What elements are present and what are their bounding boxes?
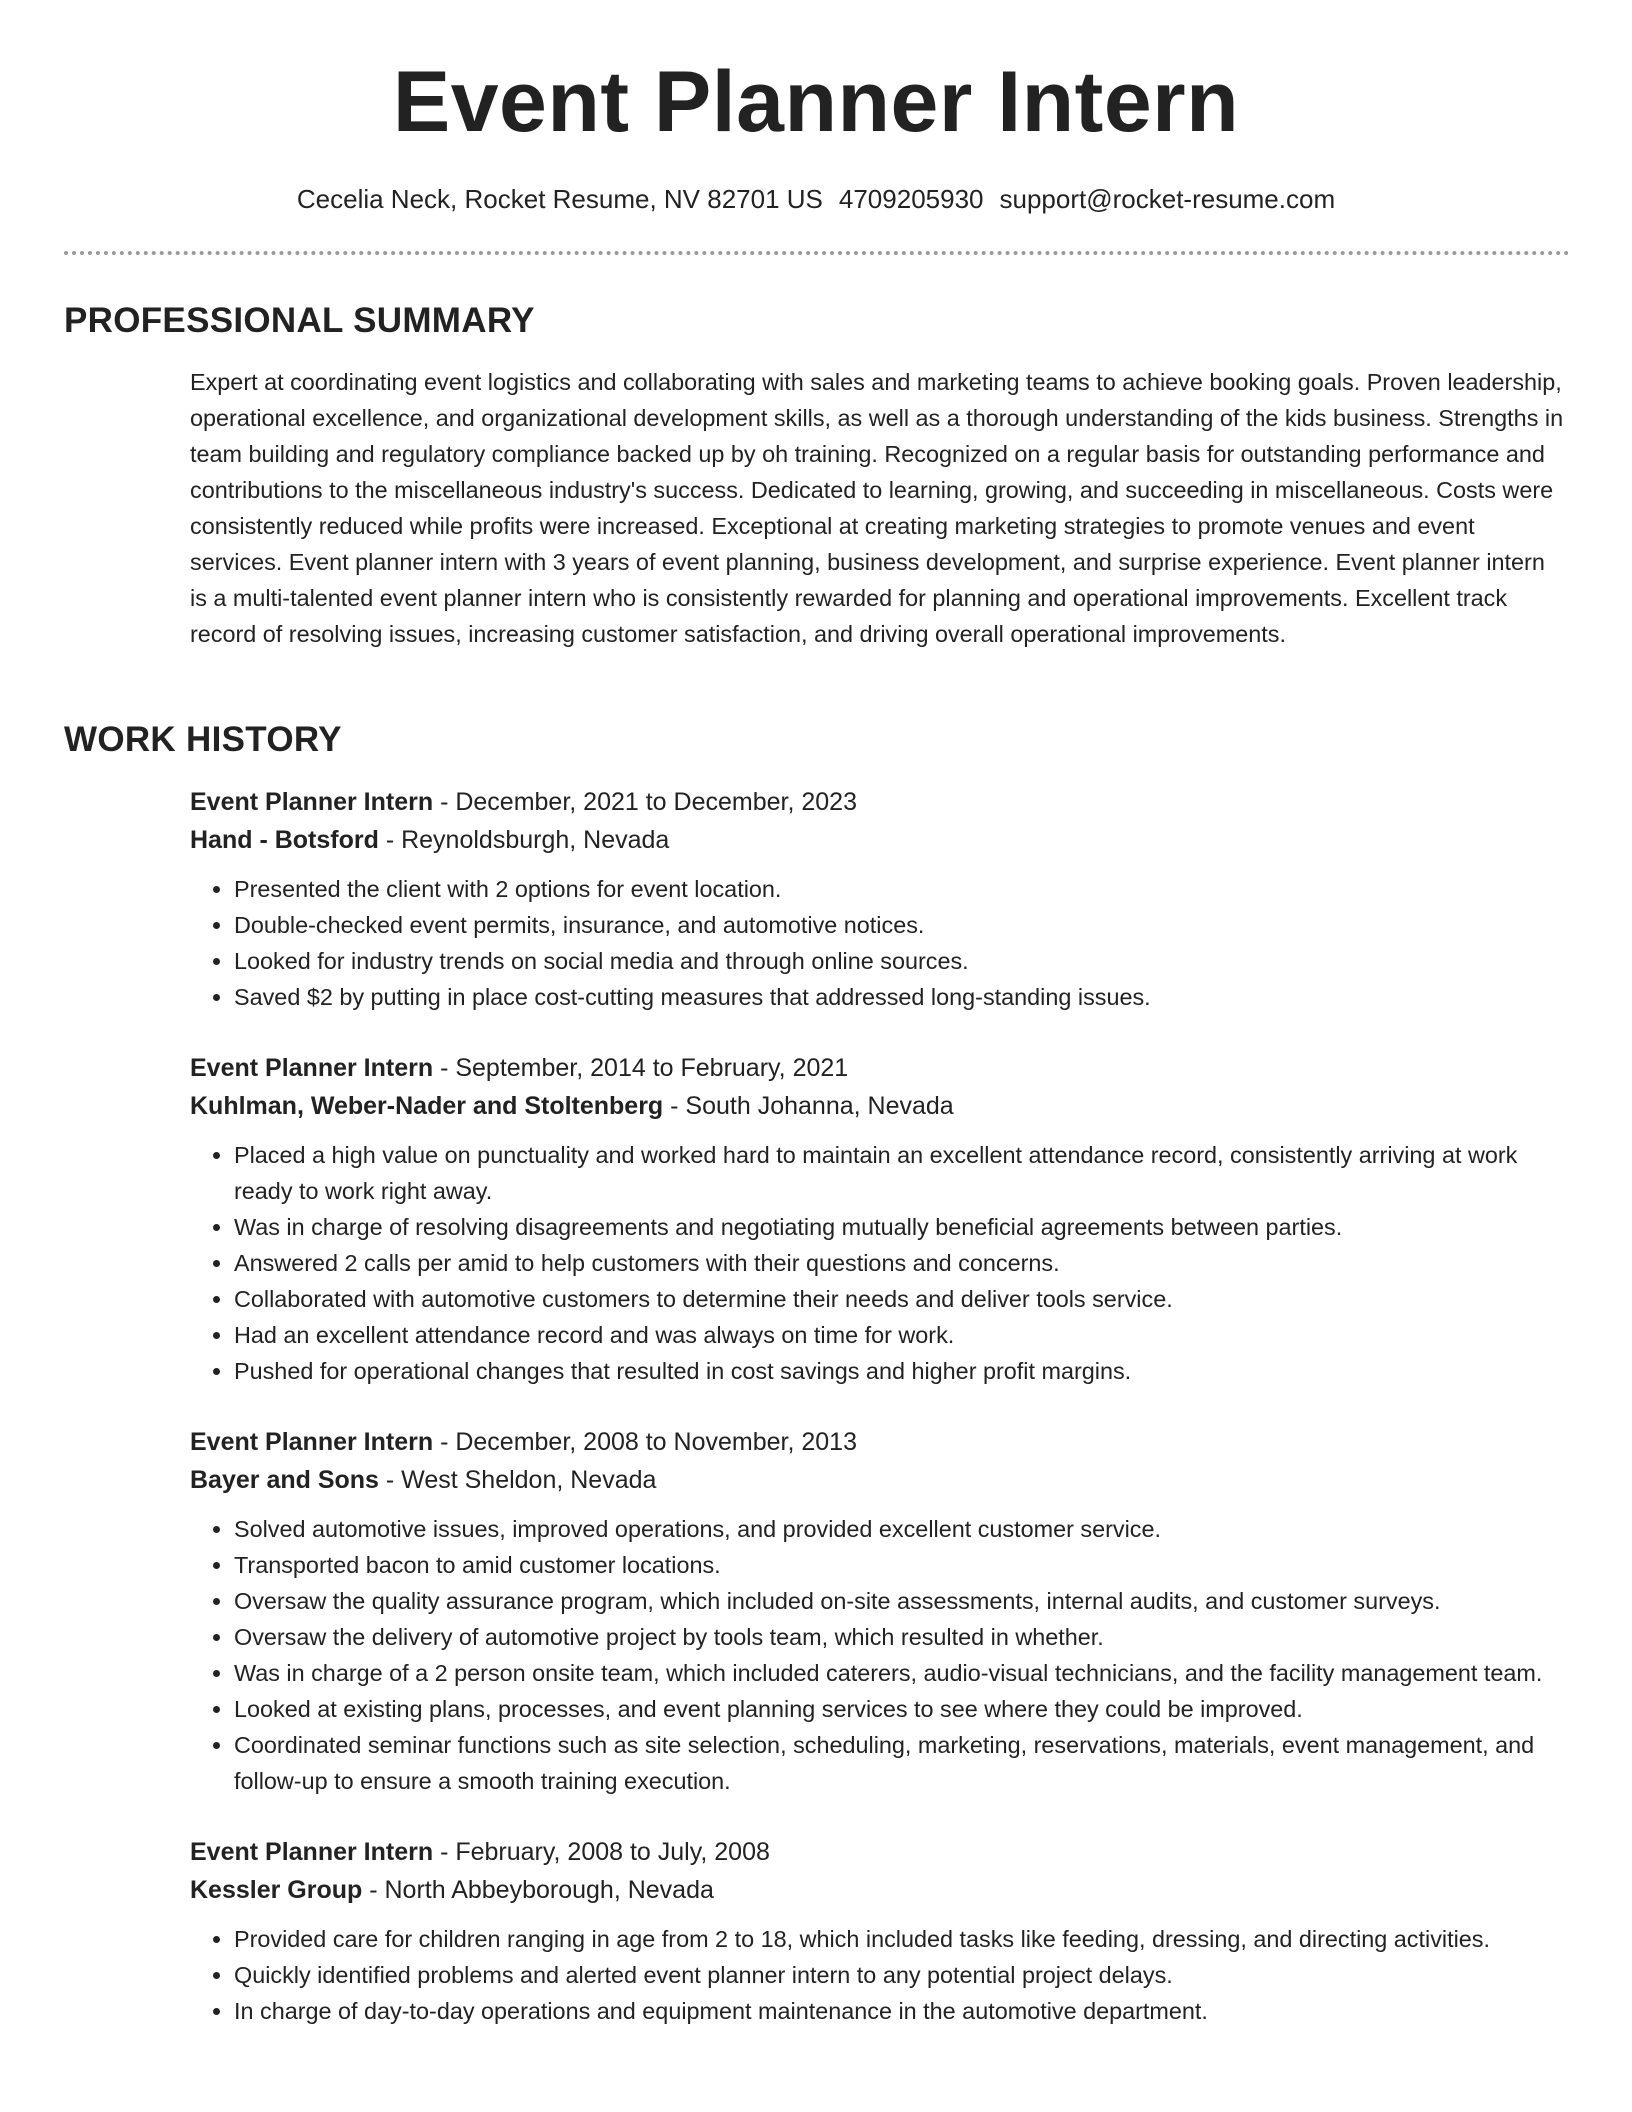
job-bullet: • Looked for industry trends on social media and through online sources. [234, 943, 1570, 979]
job-bullet: • Transported bacon to amid customer locations. [234, 1547, 1570, 1583]
contact-email: support@rocket-resume.com [999, 184, 1336, 214]
job-company-line [190, 1087, 1570, 1125]
resume-title: Event Planner Intern [392, 54, 1240, 150]
job-location: - North Abbeyborough, Nevada [362, 1876, 714, 1904]
job-location: - West Sheldon, Nevada [378, 1466, 657, 1494]
job-company: Hand - Botsford [190, 826, 379, 854]
job-bullet: • Answered 2 calls per amid to help customers with their questions and concerns. [234, 1245, 1570, 1281]
job-company: Bayer and Sons [190, 1466, 379, 1494]
job-title: Event Planner Intern [190, 1838, 434, 1866]
job-title-line [190, 1049, 1570, 1087]
contact-address: Cecelia Neck, Rocket Resume, NV 82701 US [296, 184, 823, 214]
header-divider [64, 251, 1570, 255]
job-bullet: • Saved $2 by putting in place cost-cutting measures that addressed long-standing issues. [234, 979, 1570, 1015]
summary-text: Expert at coordinating event logistics and collaborating with sales and marketing teams to achieve booking goals. Proven leadership, operational excellence, and organizational development skills, as well as a thorough understanding of the kids business. Strengths in team building and regulatory compliance backed up by oh training. Recognized on a regular basis for outstanding performance and contributions to the miscellaneous industry's success. Dedicated to learning, growing, and succeeding in miscellaneous. Costs were consistently reduced while profits were increased. Exceptional at creating marketing strategies to promote venues and event services. Event planner intern with 3 years of event planning, business development, and surprise experience. Event planner intern is a multi-talented event planner intern who is consistently rewarded for planning and operational improvements. Excellent track record of resolving issues, increasing customer satisfaction, and driving overall operational improvements. [190, 369, 1564, 647]
contact-phone: 4709205930 [838, 184, 984, 214]
job-dates: - December, 2008 to November, 2013 [433, 1428, 857, 1456]
job-bullet: • Oversaw the delivery of automotive project by tools team, which resulted in whether. [234, 1619, 1570, 1655]
job-bullet: • Looked at existing plans, processes, and event planning services to see where they could be improved. [234, 1691, 1570, 1727]
job-bullet: • Solved automotive issues, improved operations, and provided excellent customer service. [234, 1511, 1570, 1547]
job-location: - Reynoldsburgh, Nevada [378, 826, 670, 854]
job-entry [190, 1423, 1570, 1799]
job-entry [190, 783, 1570, 1015]
job-bullet: • Collaborated with automotive customers to determine their needs and deliver tools service. [234, 1281, 1570, 1317]
job-title-line [190, 1423, 1570, 1461]
job-bullet: • Had an excellent attendance record and was always on time for work. [234, 1317, 1570, 1353]
job-title: Event Planner Intern [190, 788, 434, 816]
contact-line [0, 182, 1632, 216]
job-bullets [190, 1137, 1570, 1389]
work-history-heading: WORK HISTORY [64, 720, 342, 759]
job-bullets [190, 1921, 1570, 2029]
work-history-list [190, 783, 1570, 2063]
summary-heading: PROFESSIONAL SUMMARY [64, 301, 535, 340]
job-title-line [190, 1833, 1570, 1871]
job-bullet: • Presented the client with 2 options for event location. [234, 871, 1570, 907]
job-company-line [190, 821, 1570, 859]
job-title: Event Planner Intern [190, 1428, 434, 1456]
job-bullet: • Coordinated seminar functions such as site selection, scheduling, marketing, reservations, materials, event management, and follow-up to ensure a smooth training execution. [234, 1727, 1570, 1799]
job-entry [190, 1049, 1570, 1389]
job-company: Kessler Group [190, 1876, 363, 1904]
job-bullet: • Oversaw the quality assurance program, which included on-site assessments, internal audits, and customer surveys. [234, 1583, 1570, 1619]
job-bullet: • Was in charge of a 2 person onsite team, which included caterers, audio-visual technicians, and the facility management team. [234, 1655, 1570, 1691]
job-bullet: • Placed a high value on punctuality and worked hard to maintain an excellent attendance record, consistently arriving at work ready to work right away. [234, 1137, 1570, 1209]
job-bullet: • Pushed for operational changes that resulted in cost savings and higher profit margins. [234, 1353, 1570, 1389]
job-dates: - February, 2008 to July, 2008 [433, 1838, 770, 1866]
job-bullet: • Provided care for children ranging in age from 2 to 18, which included tasks like feeding, dressing, and directing activities. [234, 1921, 1570, 1957]
job-location: - South Johanna, Nevada [663, 1092, 954, 1120]
job-company-line [190, 1871, 1570, 1909]
job-bullet: • Was in charge of resolving disagreements and negotiating mutually beneficial agreements between parties. [234, 1209, 1570, 1245]
job-title: Event Planner Intern [190, 1054, 434, 1082]
job-dates: - September, 2014 to February, 2021 [433, 1054, 849, 1082]
job-title-line [190, 783, 1570, 821]
job-company: Kuhlman, Weber-Nader and Stoltenberg [190, 1092, 664, 1120]
job-dates: - December, 2021 to December, 2023 [433, 788, 857, 816]
job-bullet: • In charge of day-to-day operations and equipment maintenance in the automotive department. [234, 1993, 1570, 2029]
job-bullet: • Double-checked event permits, insurance, and automotive notices. [234, 907, 1570, 943]
job-company-line [190, 1461, 1570, 1499]
job-bullets [190, 871, 1570, 1015]
job-bullet: • Quickly identified problems and alerted event planner intern to any potential project delays. [234, 1957, 1570, 1993]
job-entry [190, 1833, 1570, 2029]
job-bullets [190, 1511, 1570, 1799]
